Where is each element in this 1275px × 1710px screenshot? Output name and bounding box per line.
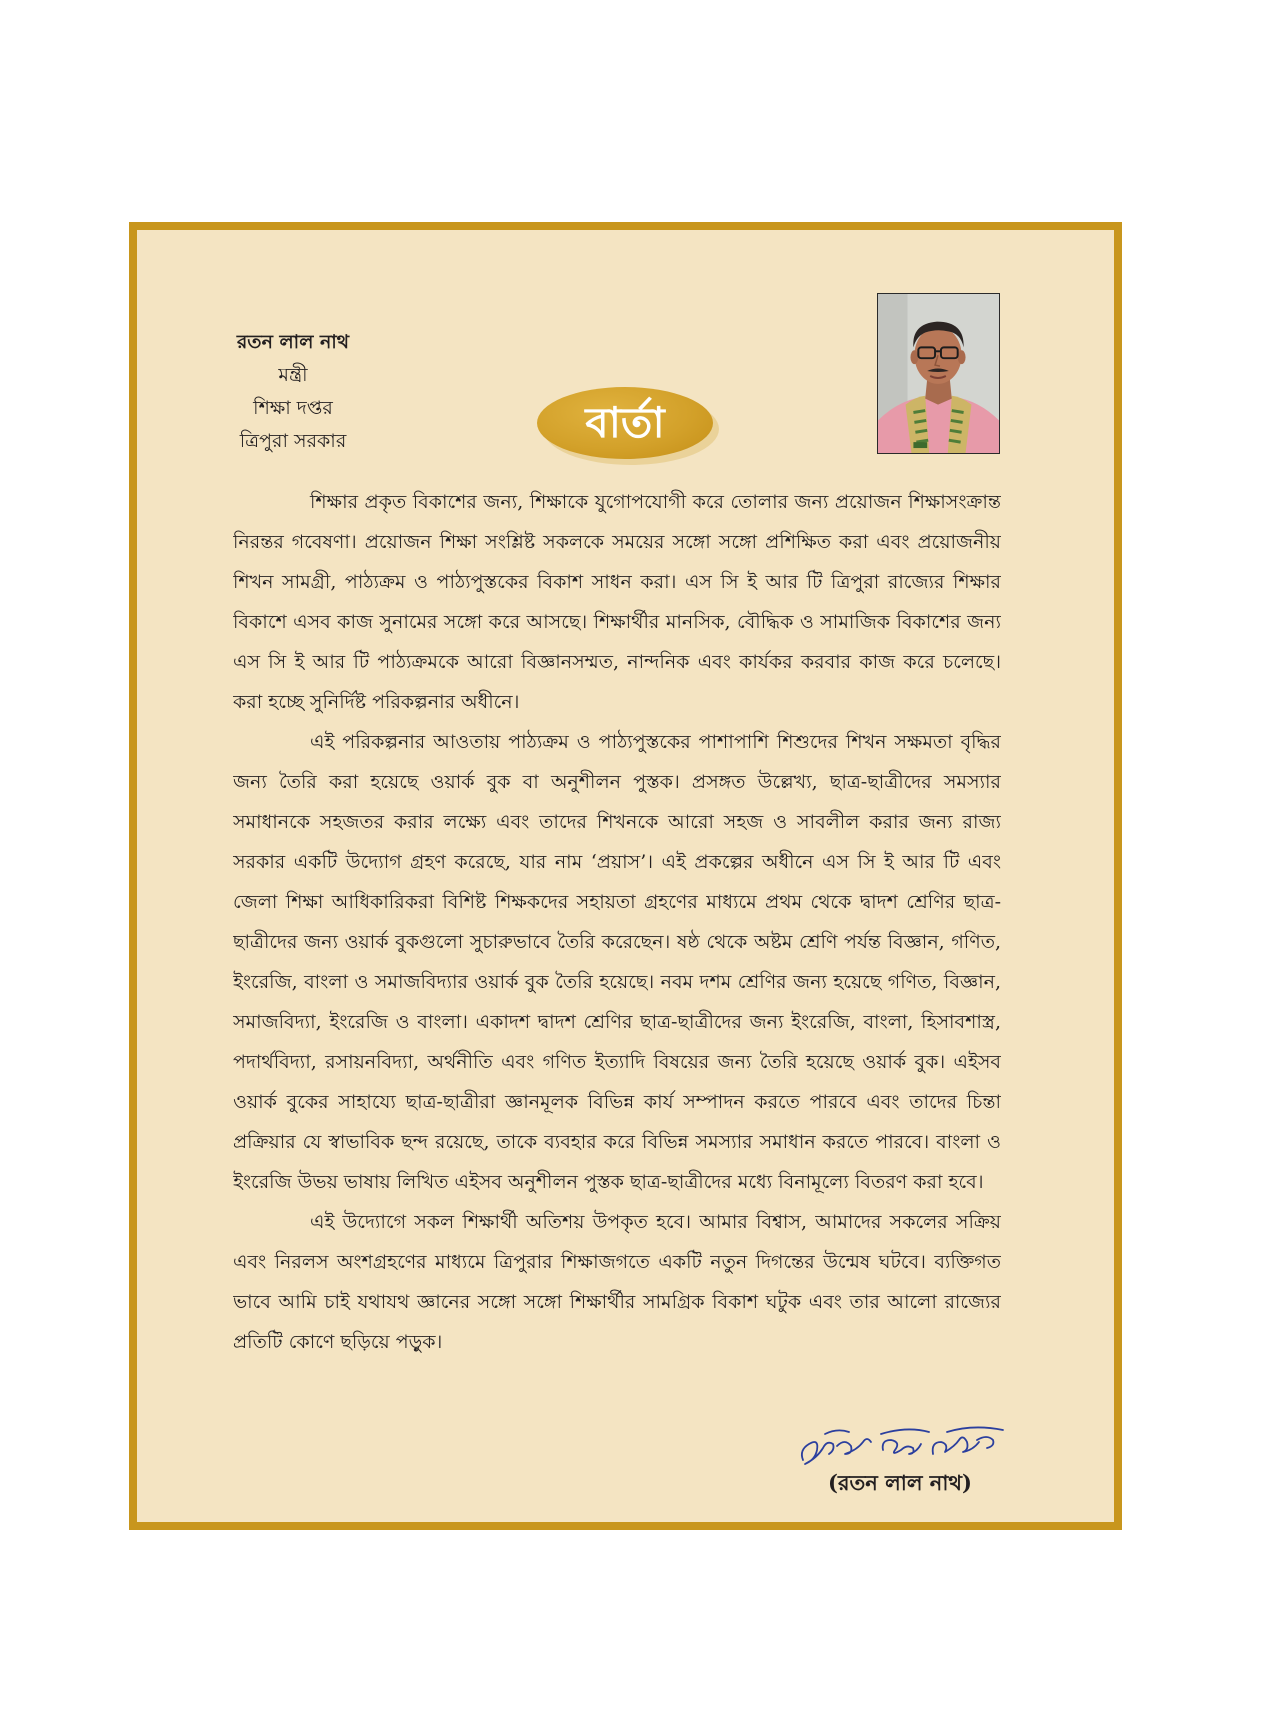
- author-department: শিক্ষা দপ্তর: [253, 397, 333, 419]
- heading-badge: [537, 387, 719, 465]
- message-paragraph: শিক্ষার প্রকৃত বিকাশের জন্য, শিক্ষাকে যুগোপযোগী করে তোলার জন্য প্রয়োজন শিক্ষাসংক্রান্ত নিরন্তর গবেষণা। প্রয়োজন শিক্ষা সংশ্লিষ্ট সকলকে সময়ের সঙ্গো সঙ্গো প্রশিক্ষিত করা এবং প্রয়োজনীয় শিখন সামগ্রী, পাঠ্যক্রম ও পাঠ্যপুস্তকের বিকাশ সাধন করা। এস সি ই আর টি ত্রিপুরা রাজ্যের শিক্ষার বিকাশে এসব কাজ সুনামের সঙ্গো করে আসছে। শিক্ষার্থীর মানসিক, বৌদ্ধিক ও সামাজিক বিকাশের জন্য এস সি ই আর টি পাঠ্যক্রমকে আরো বিজ্ঞানসম্মত, নান্দনিক এবং কার্যকর করবার কাজ করে চলেছে। করা হচ্ছে সুনির্দিষ্ট পরিকল্পনার অধীনে।: [233, 491, 1001, 713]
- page-title: বার্তা: [537, 387, 713, 459]
- message-body: [233, 482, 1001, 1382]
- author-name: রতন লাল নাথ: [236, 331, 350, 353]
- signature-icon: [797, 1420, 1009, 1470]
- signoff-name: (রতন লাল নাথ): [828, 1470, 972, 1495]
- message-paragraph: এই উদ্যোগে সকল শিক্ষার্থী অতিশয় উপকৃত হবে। আমার বিশ্বাস, আমাদের সকলের সক্রিয় এবং নিরলস অংশগ্রহণের মাধ্যমে ত্রিপুরার শিক্ষাজগতে একটি নতুন দিগন্তের উন্মেষ ঘটবে। ব্যক্তিগত ভাবে আমি চাই যথাযথ জ্ঞানের সঙ্গো সঙ্গো শিক্ষার্থীর সামগ্রিক বিকাশ ঘটুক এবং তার আলো রাজ্যের প্রতিটি কোণে ছড়িয়ে পড়ুক।: [233, 1211, 1001, 1353]
- portrait-photo-icon: [878, 294, 999, 453]
- author-block: [222, 326, 364, 458]
- author-designation: মন্ত্রী: [278, 364, 308, 386]
- handwritten-signature: [797, 1420, 1009, 1470]
- message-paragraph: এই পরিকল্পনার আওতায় পাঠ্যক্রম ও পাঠ্যপুস্তকের পাশাপাশি শিশুদের শিখন সক্ষমতা বৃদ্ধির জন্য তৈরি করা হয়েছে ওয়ার্ক বুক বা অনুশীলন পুস্তক। প্রসঙ্গত উল্লেখ্য, ছাত্র-ছাত্রীদের সমস্যার সমাধানকে সহজতর করার লক্ষ্যে এবং তাদের শিখনকে আরো সহজ ও সাবলীল করার জন্য রাজ্য সরকার একটি উদ্যোগ গ্রহণ করেছে, যার নাম ‘প্রয়াস’। এই প্রকল্পের অধীনে এস সি ই আর টি এবং জেলা শিক্ষা আধিকারিকরা বিশিষ্ট শিক্ষকদের সহায়তা গ্রহণের মাধ্যমে প্রথম থেকে দ্বাদশ শ্রেণির ছাত্র-ছাত্রীদের জন্য ওয়ার্ক বুকগুলো সুচারুভাবে তৈরি করেছেন। ষষ্ঠ থেকে অষ্টম শ্রেণি পর্যন্ত বিজ্ঞান, গণিত, ইংরেজি, বাংলা ও সমাজবিদ্যার ওয়ার্ক বুক তৈরি হয়েছে। নবম দশম শ্রেণির জন্য হয়েছে গণিত, বিজ্ঞান, সমাজবিদ্যা, ইংরেজি ও বাংলা। একাদশ দ্বাদশ শ্রেণির ছাত্র-ছাত্রীদের জন্য ইংরেজি, বাংলা, হিসাবশাস্ত্র, পদার্থবিদ্যা, রসায়নবিদ্যা, অর্থনীতি এবং গণিত ইত্যাদি বিষয়ের জন্য তৈরি হয়েছে ওয়ার্ক বুক। এইসব ওয়ার্ক বুকের সাহায্যে ছাত্র-ছাত্রীরা জ্ঞানমূলক বিভিন্ন কার্য সম্পাদন করতে পারবে এবং তাদের চিন্তা প্রক্রিয়ার যে স্বাভাবিক ছন্দ রয়েছে, তাকে ব্যবহার করে বিভিন্ন সমস্যার সমাধান করতে পারবে। বাংলা ও ইংরেজি উভয় ভাষায় লিখিত এইসব অনুশীলন পুস্তক ছাত্র-ছাত্রীদের মধ্যে বিনামূল্যে বিতরণ করা হবে।: [233, 731, 1001, 1193]
- author-government: ত্রিপুরা সরকার: [239, 430, 347, 452]
- portrait-photo: [877, 293, 1000, 454]
